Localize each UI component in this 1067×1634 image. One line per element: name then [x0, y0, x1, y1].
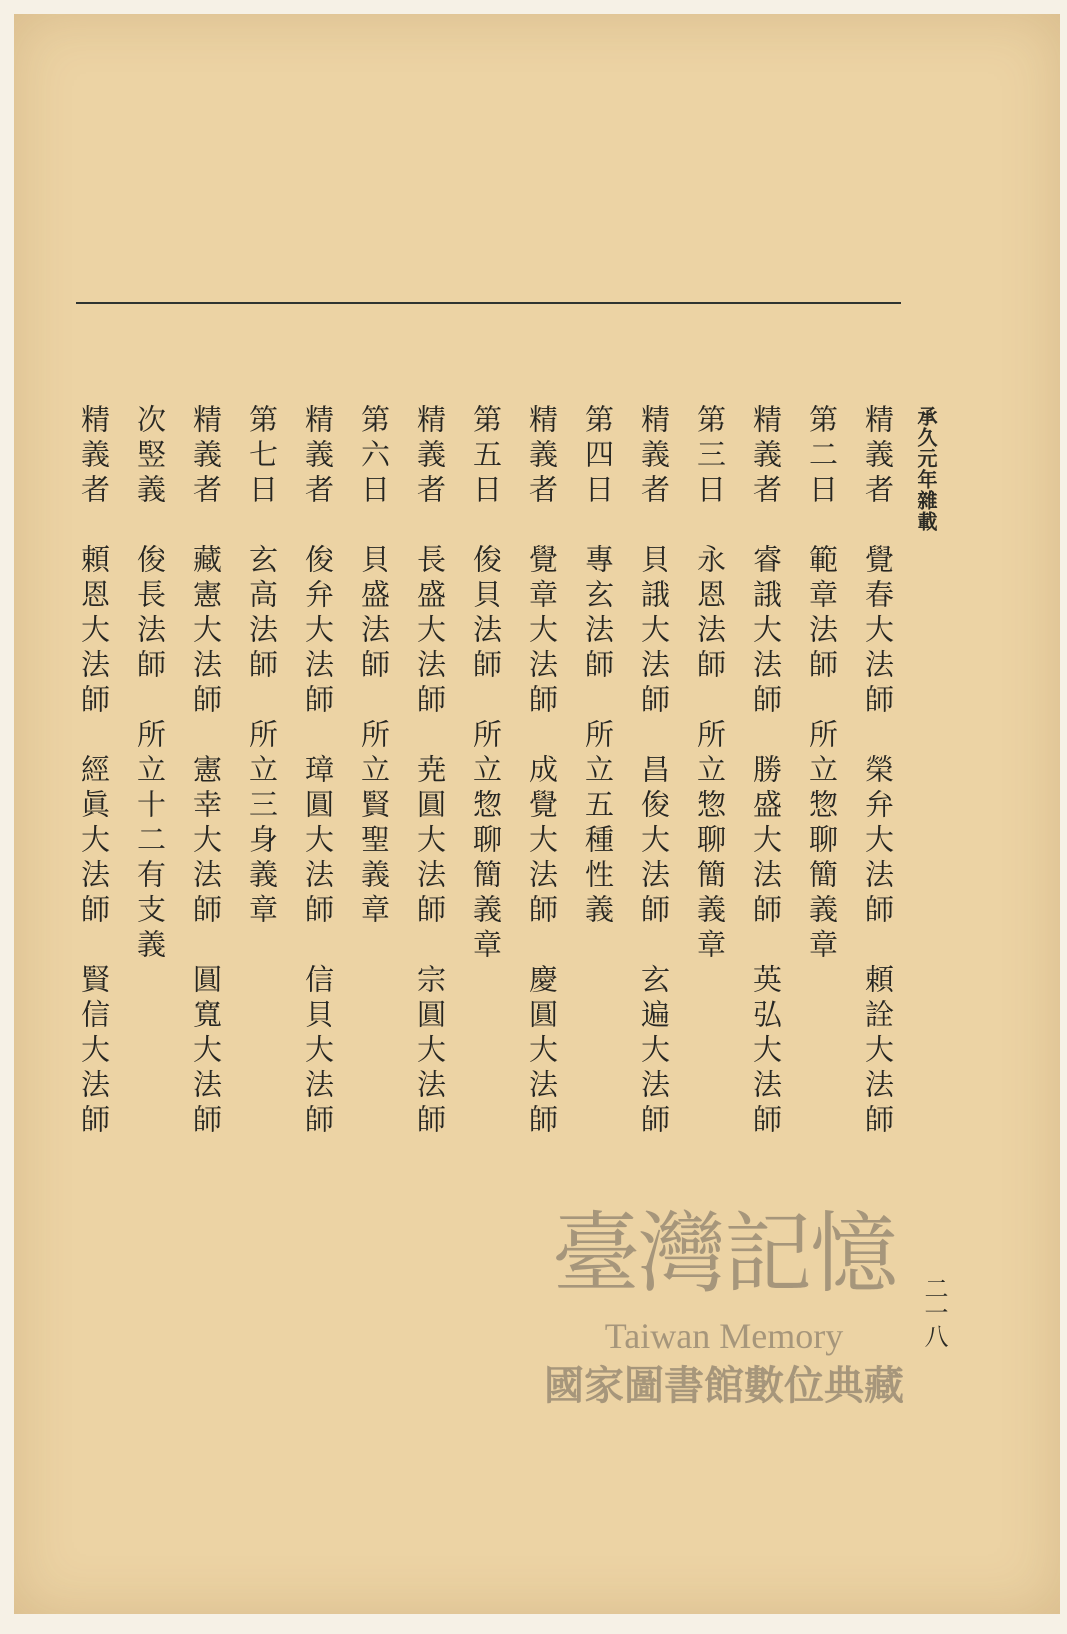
watermark-chinese: 臺灣記憶	[551, 1202, 896, 1305]
text-column: 第七日 玄高法師 所立三身義章	[245, 404, 279, 929]
text-column: 第五日 俊貝法師 所立惣聊簡義章	[469, 404, 503, 964]
book-page	[14, 14, 1060, 1614]
text-column: 精義者 覺春大法師 榮弁大法師 頼詮大法師	[861, 404, 895, 1139]
text-column: 精義者 覺章大法師 成覺大法師 慶圓大法師	[525, 404, 559, 1139]
text-column: 第三日 永恩法師 所立惣聊簡義章	[693, 404, 727, 964]
running-header: 承久元年雜載	[914, 406, 938, 532]
page-number: 二一八	[920, 1276, 948, 1348]
text-column: 精義者 長盛大法師 尭圓大法師 宗圓大法師	[413, 404, 447, 1139]
watermark-english: Taiwan Memory	[604, 1316, 844, 1356]
text-column: 第二日 範章法師 所立惣聊簡義章	[805, 404, 839, 964]
text-column: 次竪義 俊長法師 所立十二有支義	[133, 404, 167, 964]
text-column: 精義者 頼恩大法師 經眞大法師 賢信大法師	[77, 404, 111, 1139]
library-watermark	[469, 1194, 979, 1444]
header-rule	[76, 302, 901, 304]
text-column: 精義者 藏憲大法師 憲幸大法師 圓寬大法師	[189, 404, 223, 1139]
text-column: 第四日 專玄法師 所立五種性義	[581, 404, 615, 929]
text-column: 精義者 貝誐大法師 昌俊大法師 玄遍大法師	[637, 404, 671, 1139]
text-column: 精義者 睿誐大法師 勝盛大法師 英弘大法師	[749, 404, 783, 1139]
text-column: 第六日 貝盛法師 所立賢聖義章	[357, 404, 391, 929]
watermark-subtitle: 國家圖書館數位典藏	[544, 1363, 904, 1409]
text-column: 精義者 俊弁大法師 璋圓大法師 信貝大法師	[301, 404, 335, 1139]
